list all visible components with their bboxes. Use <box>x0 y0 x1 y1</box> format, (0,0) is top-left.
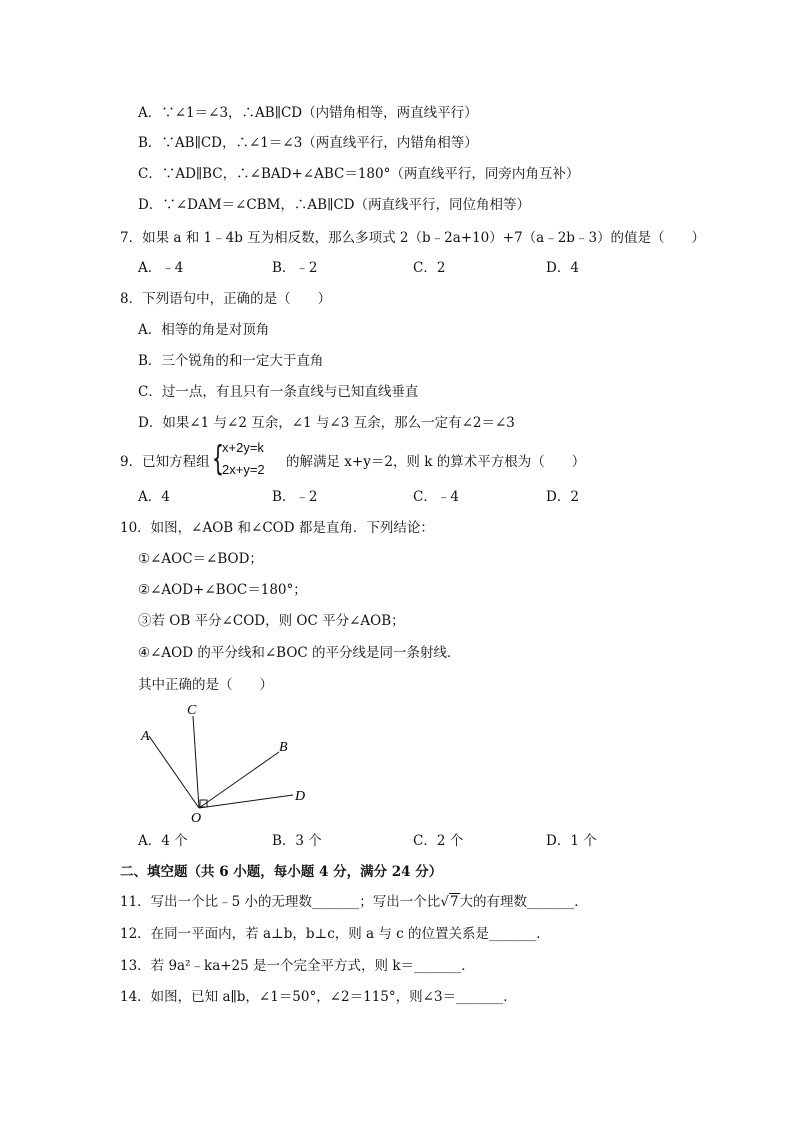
sqrt-symbol: √ <box>440 894 449 910</box>
q8-option-b: B．三个锐角的和一定大于直角 <box>138 353 324 369</box>
q8-stem: 8．下列语句中，正确的是（ ） <box>120 291 332 307</box>
q10-option-c: C．2 个 <box>413 833 464 849</box>
sqrt-expression <box>440 893 459 911</box>
q10-stem: 10．如图，∠AOB 和∠COD 都是直角．下列结论： <box>120 520 434 536</box>
q10-option-a: A．4 个 <box>138 833 188 849</box>
label-c: C <box>187 703 197 718</box>
q8-option-d: D．如果∠1 与∠2 互余，∠1 与∠3 互余，那么一定有∠2＝∠3 <box>138 415 515 431</box>
q7-stem: 7．如果 a 和 1﹣4b 互为相反数，那么多项式 2（b﹣2a+10）+7（a﹣2b﹣3）的值是（ ） <box>120 230 706 246</box>
q9-stem-post: 的解满足 x+y＝2，则 k 的算术平方根为（ ） <box>286 454 586 470</box>
q11-stem-pre: 11．写出一个比﹣5 小的无理数_______；写出一个比 <box>120 894 441 910</box>
q9-option-a: A．4 <box>138 489 170 505</box>
ray-oc <box>193 716 199 808</box>
q12-stem: 12．在同一平面内，若 a⊥b，b⊥c，则 a 与 c 的位置关系是_______． <box>120 926 550 942</box>
q9-option-c: C．﹣4 <box>413 489 459 505</box>
q7-option-d: D．4 <box>546 260 579 276</box>
q7-options <box>138 259 658 277</box>
ray-ob <box>199 752 279 808</box>
q6-option-b: B．∵AB∥CD，∴∠1＝∠3（两直线平行，内错角相等） <box>138 135 478 151</box>
q10-item-3: ③若 OB 平分∠COD，则 OC 平分∠AOB； <box>138 613 405 629</box>
q10-item-2: ②∠AOD+∠BOC＝180°； <box>138 582 307 598</box>
q10-option-b: B．3 个 <box>272 833 322 849</box>
q10-item-4: ④∠AOD 的平分线和∠BOC 的平分线是同一条射线． <box>138 645 461 661</box>
label-o: O <box>191 811 202 825</box>
q10-item-1: ①∠AOC＝∠BOD； <box>138 551 263 567</box>
q9-equation-2: 2x+y=2 <box>222 462 265 477</box>
q9-option-d: D．2 <box>546 489 579 505</box>
label-b: B <box>279 740 288 755</box>
ray-od <box>199 795 293 808</box>
q8-option-c: C．过一点，有且只有一条直线与已知直线垂直 <box>138 384 419 400</box>
q6-option-a: A．∵∠1＝∠3，∴AB∥CD（内错角相等，两直线平行） <box>138 105 478 121</box>
q7-option-b: B．﹣2 <box>272 260 318 276</box>
q6-option-c: C．∵AD∥BC，∴∠BAD+∠ABC＝180°（两直线平行，同旁内角互补） <box>138 166 580 182</box>
q7-option-a: A．﹣4 <box>138 260 184 276</box>
q9-option-b: B．﹣2 <box>272 489 318 505</box>
q10-option-d: D．1 个 <box>546 833 597 849</box>
q10-options <box>138 832 658 850</box>
q14-stem: 14．如图，已知 a∥b，∠1＝50°，∠2＝115°，则∠3＝_______． <box>120 989 517 1005</box>
section-title-fill-in: 二、填空题（共 6 小题，每小题 4 分，满分 24 分） <box>120 864 443 880</box>
q9-options <box>138 488 658 506</box>
q13-stem: 13．若 9a²﹣ka+25 是一个完全平方式，则 k＝_______． <box>120 958 475 974</box>
angle-figure <box>130 700 330 825</box>
sqrt-radicand: 7 <box>449 894 459 910</box>
label-a: A <box>141 729 150 744</box>
q11-stem-post: 大的有理数_______． <box>459 894 588 910</box>
q6-option-d: D．∵∠DAM＝∠CBM，∴AB∥CD（两直线平行，同位角相等） <box>138 197 530 213</box>
q11-stem <box>120 893 588 911</box>
q8-option-a: A．相等的角是对顶角 <box>138 322 270 338</box>
label-d: D <box>295 789 306 804</box>
ray-oa <box>149 736 199 808</box>
equation-brace: { <box>212 439 224 479</box>
q7-option-c: C．2 <box>413 260 446 276</box>
q9-stem-pre: 9．已知方程组 <box>120 454 210 470</box>
q9-equation-1: x+2y=k <box>222 440 264 455</box>
q10-ask: 其中正确的是（ ） <box>138 677 273 693</box>
